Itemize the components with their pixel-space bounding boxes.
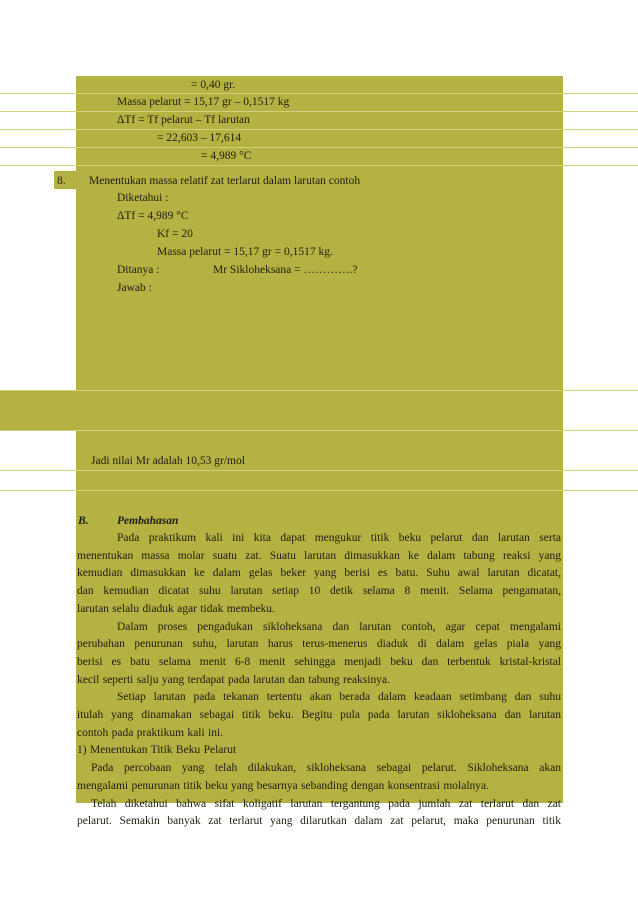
calc-line-1: = 0,40 gr. (191, 79, 236, 91)
calc-line-5: = 4,989 °C (201, 150, 252, 162)
paragraph-line: Pada percobaan yang telah dilakukan, sikloheksana sebagai pelarut. Sikloheksana akan (91, 762, 561, 775)
row-divider (0, 390, 638, 391)
row-divider (0, 129, 638, 130)
kf-value: Kf = 20 (157, 228, 193, 240)
paragraph-line: Dalam proses pengadukan sikloheksana dan larutan contoh, agar cepat mengalami (117, 620, 561, 633)
section-title: Pembahasan (117, 515, 179, 527)
step-title: Menentukan massa relatif zat terlarut dalam larutan contoh (89, 175, 361, 187)
asked-label: Ditanya : (117, 264, 160, 276)
step-number: 8. (57, 175, 66, 187)
row-divider (0, 490, 638, 491)
section-letter: B. (78, 515, 89, 527)
highlight-block-wide (0, 390, 563, 430)
paragraph-line: berisi es batu selama menit 6-8 menit sehingga menjadi beku dan terbentuk kristal-kristal (77, 655, 561, 668)
subheading: 1) Menentukan Titik Beku Pelarut (77, 744, 237, 757)
paragraph-line: itulah yang dinamakan sebagai titik beku. Begitu pula pada larutan sikloheksana dan larutan (77, 709, 561, 721)
row-divider (0, 93, 638, 94)
paragraph-line: perubahan penurunan suhu, larutan harus terus-menerus diaduk di dalam gelas piala yang (77, 638, 561, 651)
paragraph-line: pelarut. Semakin banyak zat terlarut yang dilarutkan dalam zat pelarut, maka penurunan titik (77, 815, 561, 828)
calc-line-3: ΔTf = Tf pelarut – Tf larutan (117, 114, 250, 126)
answer-label: Jawab : (117, 282, 152, 294)
row-divider (0, 165, 638, 166)
paragraph-line: dan kemudian dicatat suhu larutan setiap 10 detik selama 8 menit. Selama pengamatan, (77, 585, 561, 598)
paragraph-line: contoh pada praktikum kali ini. (77, 726, 224, 739)
row-divider (0, 470, 638, 471)
row-divider (0, 430, 638, 431)
paragraph-line: larutan selalu diaduk agar tidak membeku. (77, 602, 275, 615)
solvent-mass: Massa pelarut = 15,17 gr = 0,1517 kg. (157, 246, 333, 258)
paragraph-line: kecil seperti salju yang terdapat pada larutan dan tabung reaksinya. (77, 673, 390, 686)
paragraph-line: Setiap larutan pada tekanan tertentu akan berada dalam keadaan setimbang dan suhu (117, 691, 561, 704)
paragraph-line: Pada praktikum kali ini kita dapat mengukur titik beku pelarut dan larutan serta (117, 532, 561, 544)
paragraph-line: menentukan massa molar suatu zat. Suatu larutan dimasukkan ke dalam tabung reaksi yang (77, 549, 561, 562)
calc-line-4: = 22,603 – 17,614 (157, 132, 242, 144)
delta-tf-value: ΔTf = 4,989 °C (117, 210, 189, 222)
asked-value: Mr Sikloheksana = ………….? (213, 264, 358, 276)
row-divider (0, 111, 638, 112)
known-label: Diketahui : (117, 192, 169, 204)
result-text: Jadi nilai Mr adalah 10,53 gr/mol (91, 455, 245, 467)
paragraph-line: kemudian dimasukkan ke dalam gelas beker yang berisi es batu. Suhu awal larutan dicatat, (77, 567, 561, 580)
paragraph-line: Telah diketahui bahwa sifat koligatif larutan tergantung pada jumlah zat terlarut dan zat (91, 797, 561, 810)
row-divider (0, 147, 638, 148)
paragraph-line: mengalami penurunan titik beku yang besarnya sebanding dengan konsentrasi molalnya. (77, 779, 489, 792)
calc-line-2: Massa pelarut = 15,17 gr – 0,1517 kg (117, 96, 290, 108)
